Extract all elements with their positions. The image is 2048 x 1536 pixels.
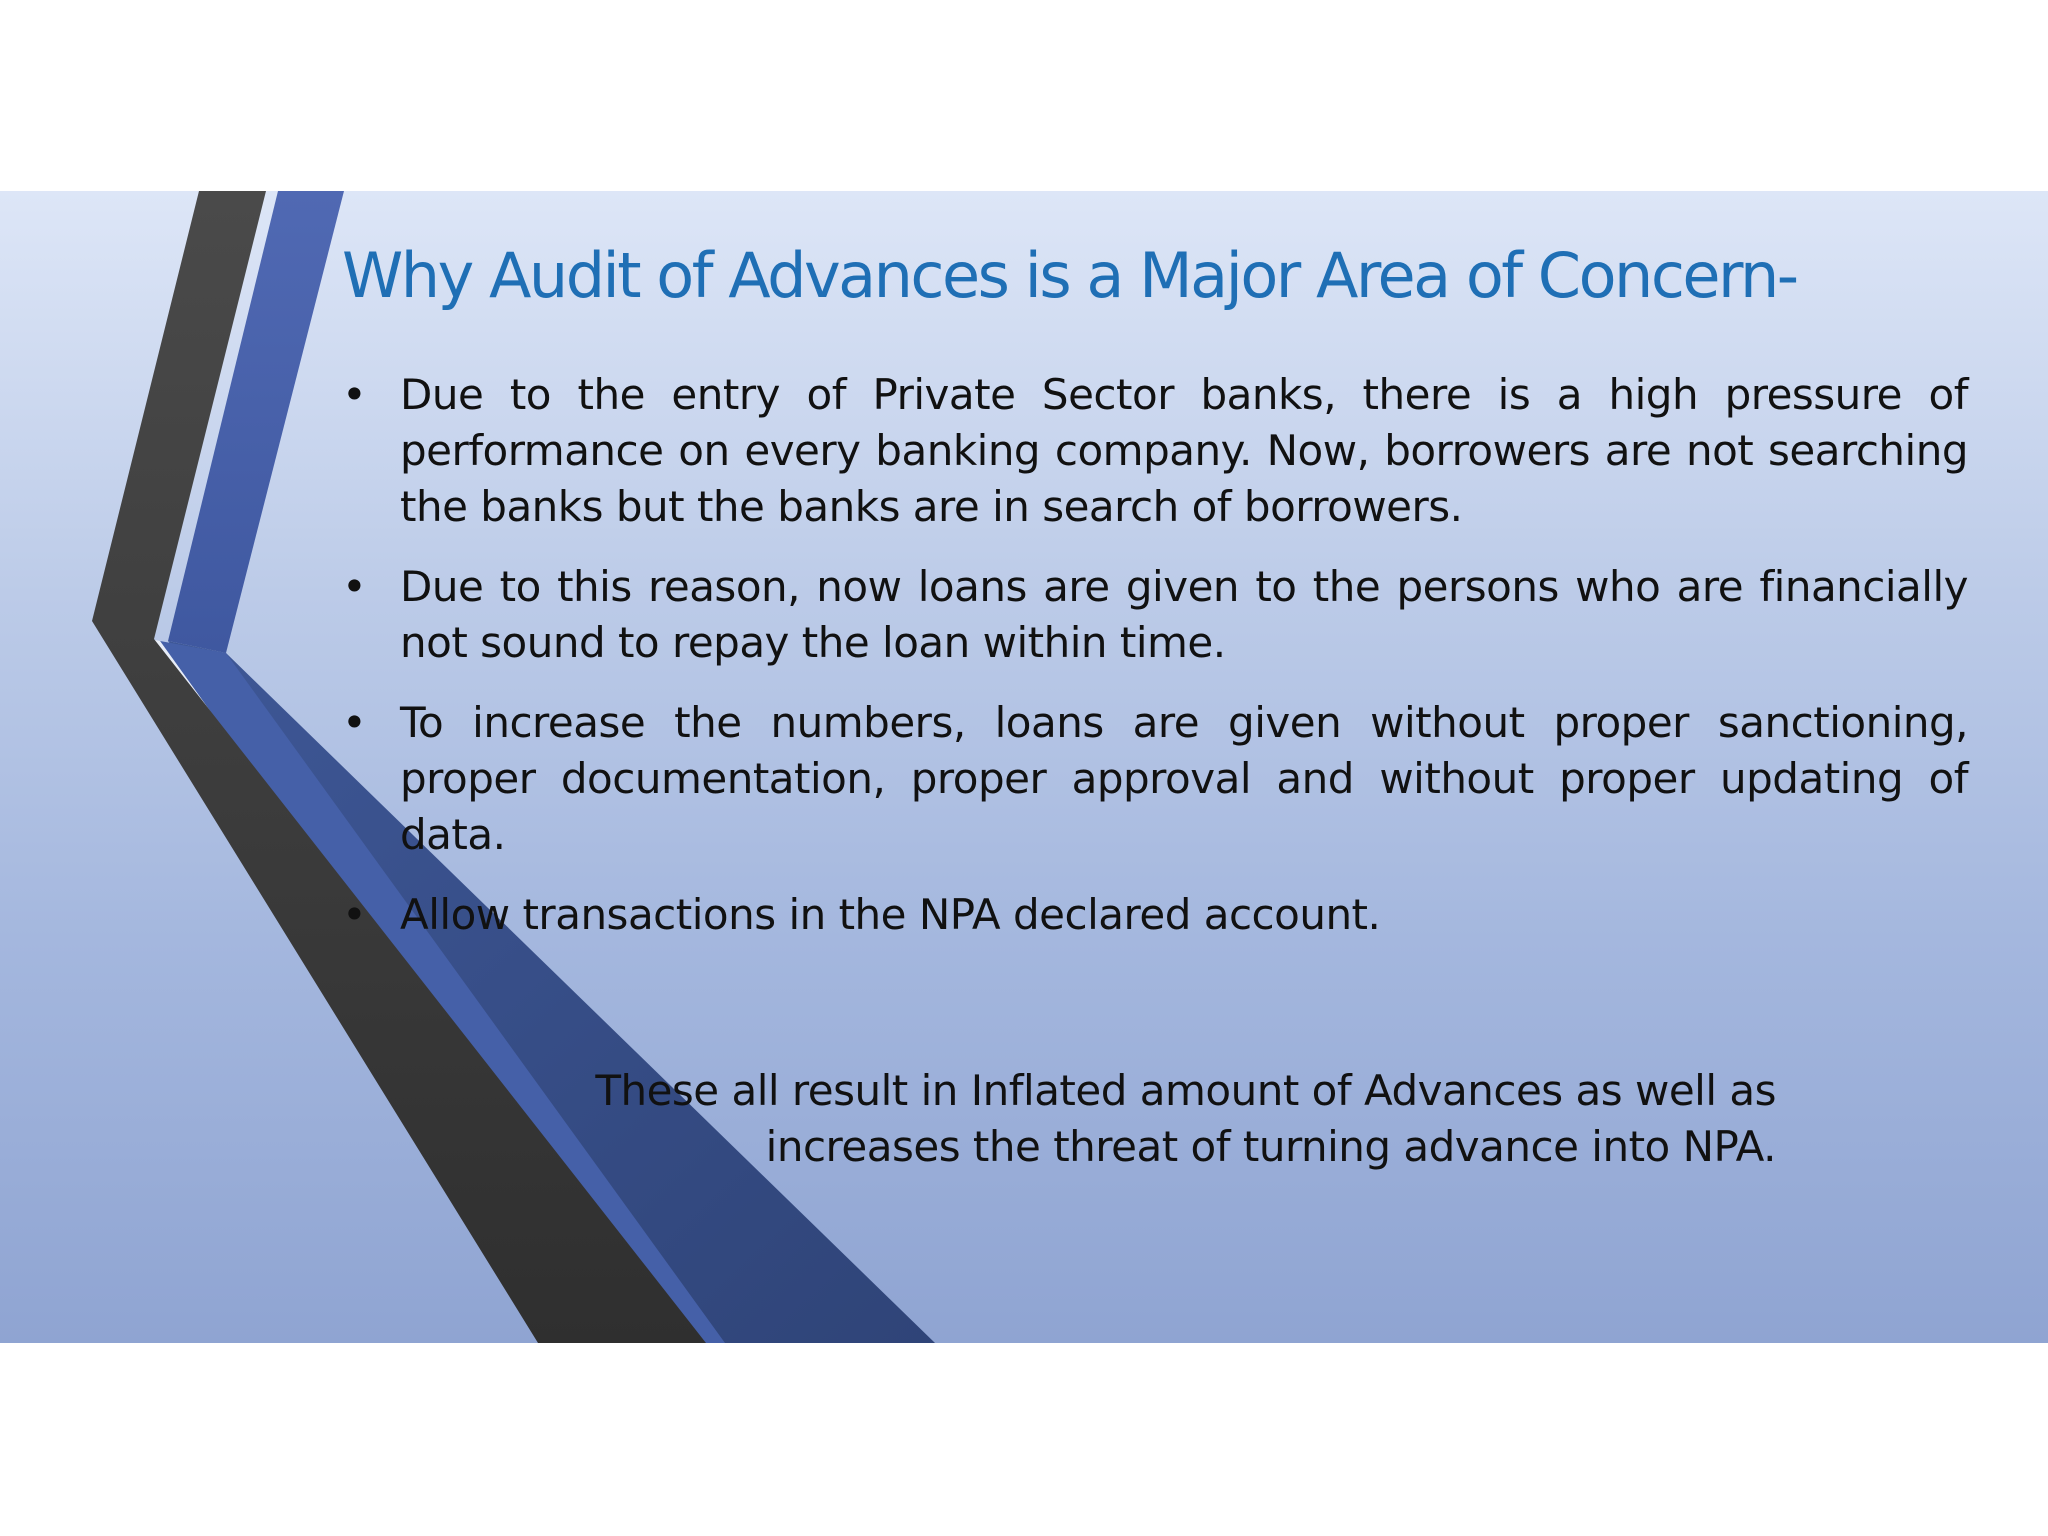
slide [0,191,2048,1343]
bullet-item [342,367,1968,535]
conclusion-line-1: These all result in Inflated amount of Advances as well as [595,1066,1776,1115]
bullet-item [342,559,1968,671]
bullet-item [342,887,1968,943]
bullet-text: Due to the entry of Private Sector banks, there is a high pressure of performance on every banking company. Now, borrowers are not searching the banks but the banks are in search of borrowers. [400,370,1968,531]
bullet-marker: • [342,370,367,419]
bullet-text: To increase the numbers, loans are given without proper sanctioning, proper documentation, proper approval and without proper updating of data. [400,698,1968,859]
conclusion-line-2: increases the threat of turning advance into NPA. [765,1122,1776,1171]
bullet-item [342,695,1968,863]
bullet-marker: • [342,890,367,939]
bullet-list [342,367,1968,967]
conclusion-text [380,1063,1776,1175]
bullet-text: Allow transactions in the NPA declared account. [400,890,1381,939]
slide-title: Why Audit of Advances is a Major Area of Concern- [342,239,1797,312]
bullet-text: Due to this reason, now loans are given to the persons who are financially not sound to repay the loan within time. [400,562,1968,667]
bullet-marker: • [342,698,367,747]
bullet-marker: • [342,562,367,611]
